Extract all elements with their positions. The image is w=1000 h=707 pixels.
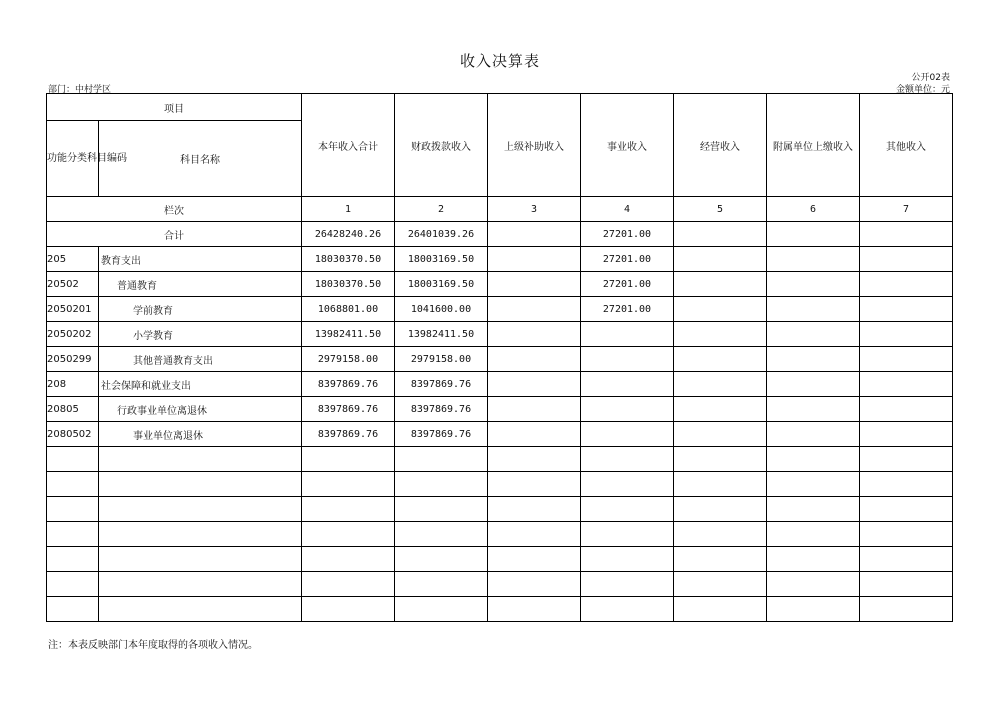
row-value <box>674 497 767 522</box>
row-value <box>860 247 953 272</box>
col-number: 4 <box>581 197 674 222</box>
col-number: 1 <box>302 197 395 222</box>
row-code <box>47 547 99 572</box>
row-subject-name: 普通教育 <box>99 272 302 297</box>
header-col-2: 财政拨款收入 <box>395 94 488 197</box>
row-value <box>488 347 581 372</box>
row-value <box>488 472 581 497</box>
row-value <box>302 522 395 547</box>
row-code: 2050201 <box>47 297 99 322</box>
row-value <box>860 447 953 472</box>
row-value <box>767 572 860 597</box>
row-value <box>860 422 953 447</box>
row-value: 2979158.00 <box>395 347 488 372</box>
row-value <box>860 397 953 422</box>
row-value <box>860 472 953 497</box>
header-col-5: 经营收入 <box>674 94 767 197</box>
row-value <box>488 497 581 522</box>
table-row <box>47 422 953 447</box>
row-subject-name: 事业单位离退休 <box>99 422 302 447</box>
row-value <box>767 422 860 447</box>
row-value <box>488 447 581 472</box>
row-subject-name <box>99 572 302 597</box>
row-label: 栏次 <box>47 197 302 222</box>
header-col-3: 上级补助收入 <box>488 94 581 197</box>
total-value <box>488 222 581 247</box>
row-value <box>395 547 488 572</box>
department-label: 部门：中村学区 <box>48 85 112 95</box>
row-subject-name: 教育支出 <box>99 247 302 272</box>
row-value <box>767 472 860 497</box>
row-value <box>767 497 860 522</box>
header-col-4: 事业收入 <box>581 94 674 197</box>
row-value <box>488 547 581 572</box>
row-value: 2979158.00 <box>302 347 395 372</box>
row-code <box>47 597 99 622</box>
col-number: 6 <box>767 197 860 222</box>
row-value <box>488 297 581 322</box>
row-value <box>674 272 767 297</box>
header-subject-name: 科目名称 <box>99 121 302 197</box>
row-value <box>488 272 581 297</box>
row-subject-name <box>99 547 302 572</box>
table-row <box>47 547 953 572</box>
row-value <box>674 597 767 622</box>
row-value <box>767 347 860 372</box>
row-code: 208 <box>47 372 99 397</box>
col-number: 5 <box>674 197 767 222</box>
row-value <box>581 472 674 497</box>
row-subject-name: 社会保障和就业支出 <box>99 372 302 397</box>
table-row <box>47 447 953 472</box>
row-value <box>488 597 581 622</box>
report-title: 收入决算表 <box>459 52 540 70</box>
row-value: 18003169.50 <box>395 272 488 297</box>
row-value: 8397869.76 <box>302 372 395 397</box>
row-value <box>767 397 860 422</box>
row-value: 18030370.50 <box>302 272 395 297</box>
row-value <box>302 572 395 597</box>
row-value <box>674 247 767 272</box>
row-value <box>767 597 860 622</box>
table-row <box>47 397 953 422</box>
total-value <box>767 222 860 247</box>
row-value <box>488 372 581 397</box>
col-number: 3 <box>488 197 581 222</box>
row-value <box>581 572 674 597</box>
row-subject-name <box>99 522 302 547</box>
row-value <box>395 472 488 497</box>
row-subject-name <box>99 447 302 472</box>
row-value: 18003169.50 <box>395 247 488 272</box>
row-value <box>581 322 674 347</box>
row-value: 27201.00 <box>581 247 674 272</box>
row-value <box>581 397 674 422</box>
row-value: 8397869.76 <box>395 397 488 422</box>
row-value <box>860 547 953 572</box>
total-value: 27201.00 <box>581 222 674 247</box>
footnote: 注：本表反映部门本年度取得的各项收入情况。 <box>48 640 258 651</box>
row-code <box>47 522 99 547</box>
row-value: 8397869.76 <box>395 422 488 447</box>
row-value <box>860 522 953 547</box>
row-value <box>767 372 860 397</box>
row-value <box>581 497 674 522</box>
row-value: 1041600.00 <box>395 297 488 322</box>
row-subject-name: 其他普通教育支出 <box>99 347 302 372</box>
row-value: 8397869.76 <box>302 422 395 447</box>
col-number: 7 <box>860 197 953 222</box>
table-row <box>47 297 953 322</box>
row-value <box>674 372 767 397</box>
row-value <box>767 522 860 547</box>
total-value: 26428240.26 <box>302 222 395 247</box>
row-value <box>860 572 953 597</box>
row-value <box>302 472 395 497</box>
row-value <box>767 322 860 347</box>
row-value: 18030370.50 <box>302 247 395 272</box>
row-value <box>488 422 581 447</box>
amount-unit-label: 金额单位：元 <box>895 85 950 95</box>
row-code: 20502 <box>47 272 99 297</box>
table-row <box>47 472 953 497</box>
row-code: 205 <box>47 247 99 272</box>
row-code <box>47 447 99 472</box>
header-col-6: 附属单位上缴收入 <box>767 94 860 197</box>
row-value: 8397869.76 <box>395 372 488 397</box>
row-code: 2050202 <box>47 322 99 347</box>
row-value <box>860 497 953 522</box>
income-table <box>46 93 953 622</box>
row-value <box>860 597 953 622</box>
total-value <box>860 222 953 247</box>
row-value: 13982411.50 <box>395 322 488 347</box>
row-code: 20805 <box>47 397 99 422</box>
header-col-1: 本年收入合计 <box>302 94 395 197</box>
table-row <box>47 372 953 397</box>
row-value <box>674 422 767 447</box>
row-value <box>860 347 953 372</box>
row-value <box>581 447 674 472</box>
row-value <box>488 397 581 422</box>
row-subject-name: 行政事业单位离退休 <box>99 397 302 422</box>
row-value <box>767 297 860 322</box>
row-subject-name <box>99 472 302 497</box>
row-value <box>674 322 767 347</box>
row-code: 2080502 <box>47 422 99 447</box>
row-value: 13982411.50 <box>302 322 395 347</box>
row-value <box>581 372 674 397</box>
table-row <box>47 597 953 622</box>
row-value <box>488 572 581 597</box>
row-value <box>860 297 953 322</box>
row-code <box>47 497 99 522</box>
total-label: 合计 <box>47 222 302 247</box>
row-value <box>767 547 860 572</box>
row-value <box>767 447 860 472</box>
row-value <box>674 522 767 547</box>
table-row <box>47 272 953 297</box>
row-value <box>581 347 674 372</box>
row-value <box>860 322 953 347</box>
row-value <box>860 372 953 397</box>
table-row <box>47 497 953 522</box>
row-code: 2050299 <box>47 347 99 372</box>
row-subject-name <box>99 597 302 622</box>
row-value <box>395 522 488 547</box>
table-row <box>47 522 953 547</box>
header-col-7: 其他收入 <box>860 94 953 197</box>
header-item: 项目 <box>47 94 302 121</box>
row-value <box>581 597 674 622</box>
row-value <box>302 497 395 522</box>
row-value <box>395 497 488 522</box>
row-value <box>581 422 674 447</box>
row-value: 8397869.76 <box>302 397 395 422</box>
row-value <box>674 472 767 497</box>
row-value <box>674 347 767 372</box>
form-number: 公开02表 <box>911 73 950 83</box>
total-value <box>674 222 767 247</box>
table-row <box>47 322 953 347</box>
row-code <box>47 572 99 597</box>
row-value <box>395 572 488 597</box>
table-row <box>47 572 953 597</box>
row-value <box>674 297 767 322</box>
row-value <box>488 522 581 547</box>
row-value <box>674 547 767 572</box>
row-value <box>674 397 767 422</box>
row-value <box>674 447 767 472</box>
row-code <box>47 472 99 497</box>
row-value <box>581 547 674 572</box>
row-value <box>488 247 581 272</box>
row-subject-name: 学前教育 <box>99 297 302 322</box>
row-value <box>302 597 395 622</box>
row-value: 27201.00 <box>581 272 674 297</box>
row-value <box>395 597 488 622</box>
row-value <box>860 272 953 297</box>
row-value <box>767 247 860 272</box>
row-value <box>488 322 581 347</box>
row-value <box>767 272 860 297</box>
row-subject-name: 小学教育 <box>99 322 302 347</box>
row-value <box>395 447 488 472</box>
header-func-code: 功能分类科目编码 <box>47 121 99 197</box>
col-number: 2 <box>395 197 488 222</box>
row-subject-name <box>99 497 302 522</box>
table-row <box>47 347 953 372</box>
table-row <box>47 247 953 272</box>
row-value: 27201.00 <box>581 297 674 322</box>
row-value: 1068801.00 <box>302 297 395 322</box>
row-value <box>302 547 395 572</box>
row-value <box>581 522 674 547</box>
total-value: 26401039.26 <box>395 222 488 247</box>
row-value <box>302 447 395 472</box>
row-value <box>674 572 767 597</box>
